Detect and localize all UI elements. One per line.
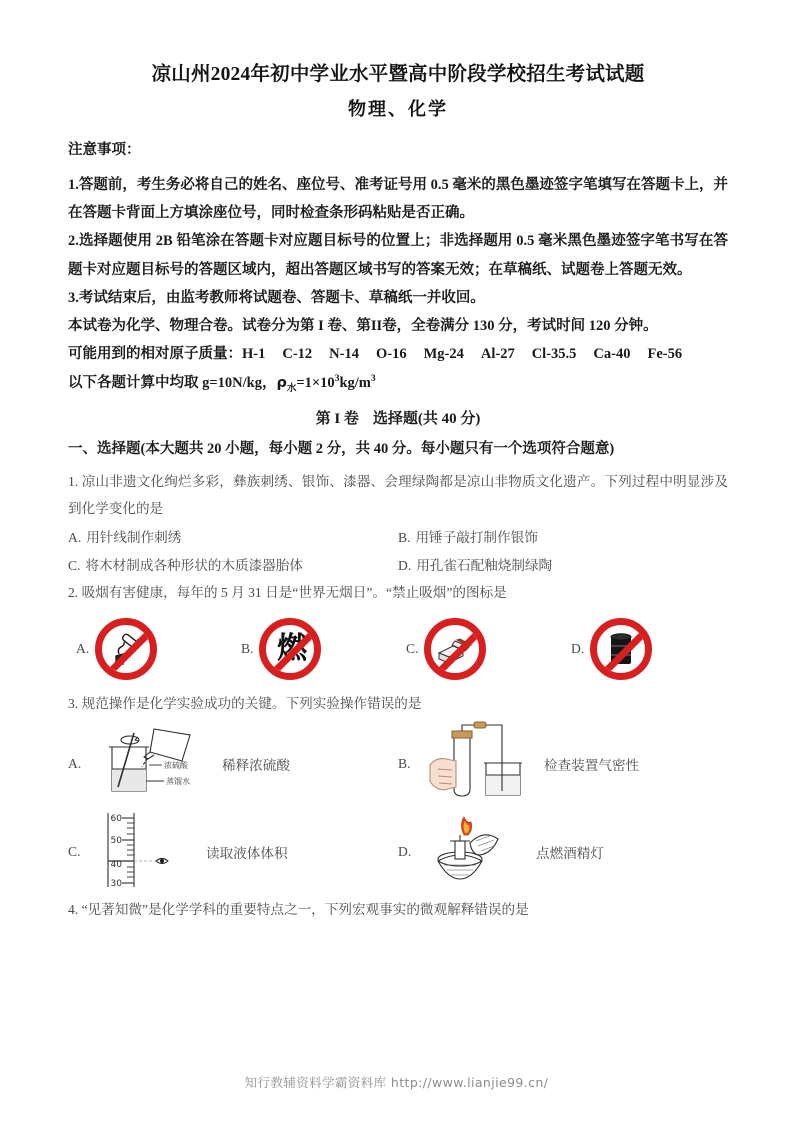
option-a-label: A. xyxy=(76,640,90,656)
question-1-option-c[interactable] xyxy=(68,552,398,579)
question-4-text: “见著知微”是化学学科的重要特点之一，下列宏观事实的微观解释错误的是 xyxy=(81,902,529,918)
notice-item-3: 3.考试结束后，由监考教师将试题卷、答题卡、草稿纸一并收回。 xyxy=(68,289,485,306)
notice-heading: 注意事项： xyxy=(68,142,141,159)
question-4-number: 4. xyxy=(68,902,79,918)
option-a-label: A. xyxy=(68,755,82,771)
question-2-option-d[interactable] xyxy=(563,618,728,680)
relative-atomic-masses xyxy=(68,340,728,368)
constant-g: g=10N/kg， xyxy=(202,374,277,391)
question-2-option-c[interactable] xyxy=(398,618,563,680)
option-b-text: 用锤子敲打制作银饰 xyxy=(415,530,538,546)
constants-prefix: 以下各题计算中均取 xyxy=(68,374,203,391)
question-2-option-a[interactable] xyxy=(68,618,233,680)
question-3-options xyxy=(68,719,728,896)
paper-info: 本试卷为化学、物理合卷。试卷分为第 I 卷、第II卷，全卷满分 130 分，考试时间 120 分钟。 xyxy=(68,318,658,335)
option-d-text: 用孔雀石配釉烧制绿陶 xyxy=(416,557,553,573)
option-a-text: 用针线制作刺绣 xyxy=(86,530,182,546)
question-1-number: 1. xyxy=(68,474,79,489)
juan-name: 选择题(共 40 分) xyxy=(372,411,481,428)
mass-h: H-1 xyxy=(242,346,266,363)
annotation-concentrated-acid: 浓硫酸 xyxy=(164,761,188,771)
question-3 xyxy=(68,690,728,896)
option-b-label: B. xyxy=(398,530,411,546)
question-3-option-a[interactable] xyxy=(68,721,398,806)
rho-unit-exponent: 3 xyxy=(370,372,376,384)
scale-label-40: 40 xyxy=(110,859,122,870)
option-b-caption: 检查装置气密性 xyxy=(544,757,640,773)
question-3-number: 3. xyxy=(68,695,79,711)
masses-label: 可能用到的相对原子质量： xyxy=(68,346,242,363)
question-1-options-row-1 xyxy=(68,524,728,551)
option-d-label: D. xyxy=(571,640,585,656)
question-1 xyxy=(68,468,728,579)
rho-symbol: ρ xyxy=(276,374,287,391)
notice-item-2: 2.选择题使用 2B 铅笔涂在答题卡对应题目标号的位置上；非选择题用 0.5 毫米黑色墨迹签字笔书写在答题卡对应题目标号的答题区域内，超出答题区域书写的答案无效；在草稿纸、试题卷上答题无效。 xyxy=(68,233,728,278)
option-b-label: B. xyxy=(398,755,411,771)
scale-label-30: 30 xyxy=(110,878,122,889)
option-c-label: C. xyxy=(406,640,419,656)
option-b-label: B. xyxy=(241,640,254,656)
option-c-label: C. xyxy=(68,557,81,573)
question-1-options-row-2 xyxy=(68,552,728,579)
page-subtitle: 物理、化学 xyxy=(348,99,448,120)
scale-label-50: 50 xyxy=(110,835,122,846)
mass-fe: Fe-56 xyxy=(647,346,683,363)
rho-unit: kg/m xyxy=(339,374,371,391)
no-fireworks-icon xyxy=(259,618,321,680)
option-a-label: A. xyxy=(68,530,82,546)
question-3-option-d[interactable] xyxy=(398,809,728,896)
section-heading: 一、选择题(本大题共 20 小题，每小题 2 分，共 40 分。每小题只有一个选项符合题意) xyxy=(68,441,615,458)
rho-subscript: 水 xyxy=(286,382,297,394)
question-4-stem xyxy=(68,896,728,923)
question-2-icon-options xyxy=(68,612,728,686)
light-alcohol-lamp-icon xyxy=(424,809,528,896)
question-3-option-c[interactable] xyxy=(68,809,398,896)
question-3-options-row-1 xyxy=(68,719,728,808)
footer-watermark: 知行教辅资料学霸资料库 http://www.lianjie99.cn/ xyxy=(244,1075,549,1090)
question-3-stem xyxy=(68,690,728,717)
scale-label-60: 60 xyxy=(110,813,122,824)
no-oil-drum-icon xyxy=(590,618,652,680)
rho-value: =1×10 xyxy=(296,374,335,391)
option-d-label: D. xyxy=(398,844,412,860)
character-ran: 燃 xyxy=(276,630,304,666)
mass-n: N-14 xyxy=(329,346,359,363)
mass-ca: Ca-40 xyxy=(593,346,631,363)
question-1-option-b[interactable] xyxy=(398,524,728,551)
notice-item-1: 1.答题前，考生务必将自己的姓名、座位号、准考证号用 0.5 毫米的黑色墨迹签字笔填写在答题卡上，并在答题卡背面上方填涂座位号，同时检查条形码粘贴是否正确。 xyxy=(68,176,728,222)
no-matches-icon xyxy=(424,618,486,680)
mass-c: C-12 xyxy=(282,346,313,363)
no-smoking-lighter-icon xyxy=(95,618,157,680)
question-1-option-a[interactable] xyxy=(68,524,398,551)
option-c-text: 将木材制成各种形状的木质漆器胎体 xyxy=(85,557,303,573)
question-1-stem xyxy=(68,468,728,522)
juan-label: 第 I 卷 xyxy=(315,411,359,428)
read-liquid-volume-icon xyxy=(94,809,198,896)
mass-al: Al-27 xyxy=(480,346,515,363)
question-1-option-d[interactable] xyxy=(398,552,728,579)
page-content xyxy=(68,60,728,925)
mass-o: O-16 xyxy=(375,346,407,363)
option-a-caption: 稀释浓硫酸 xyxy=(222,757,290,773)
question-2-number: 2. xyxy=(68,584,79,600)
annotation-distilled-water: 蒸馏水 xyxy=(166,777,190,787)
question-2-stem xyxy=(68,579,728,606)
rho-exponent: 3 xyxy=(334,372,340,384)
page-title: 凉山州2024年初中学业水平暨高中阶段学校招生考试试题 xyxy=(151,64,645,85)
dilute-sulfuric-acid-icon xyxy=(94,721,214,806)
option-d-caption: 点燃酒精灯 xyxy=(536,846,604,862)
question-2-option-b[interactable] xyxy=(233,618,398,680)
check-airtightness-icon xyxy=(424,719,536,808)
mass-cl: Cl-35.5 xyxy=(531,346,577,363)
question-2-text: 吸烟有害健康，每年的 5 月 31 日是“世界无烟日”。“禁止吸烟”的图标是 xyxy=(81,584,507,600)
question-4 xyxy=(68,896,728,923)
question-3-options-row-2 xyxy=(68,808,728,896)
mass-mg: Mg-24 xyxy=(423,346,464,363)
question-3-text: 规范操作是化学实验成功的关键。下列实验操作错误的是 xyxy=(81,695,422,711)
question-1-text: 凉山非遗文化绚烂多彩，彝族刺绣、银饰、漆器、会理绿陶都是凉山非物质文化遗产。下列过程中明显涉及到化学变化的是 xyxy=(68,474,728,517)
option-c-label: C. xyxy=(68,844,81,860)
option-c-caption: 读取液体体积 xyxy=(206,846,288,862)
option-d-label: D. xyxy=(398,557,412,573)
physical-constants xyxy=(68,369,728,399)
question-3-option-b[interactable] xyxy=(398,719,728,808)
juan-heading xyxy=(68,407,728,428)
question-2 xyxy=(68,579,728,686)
